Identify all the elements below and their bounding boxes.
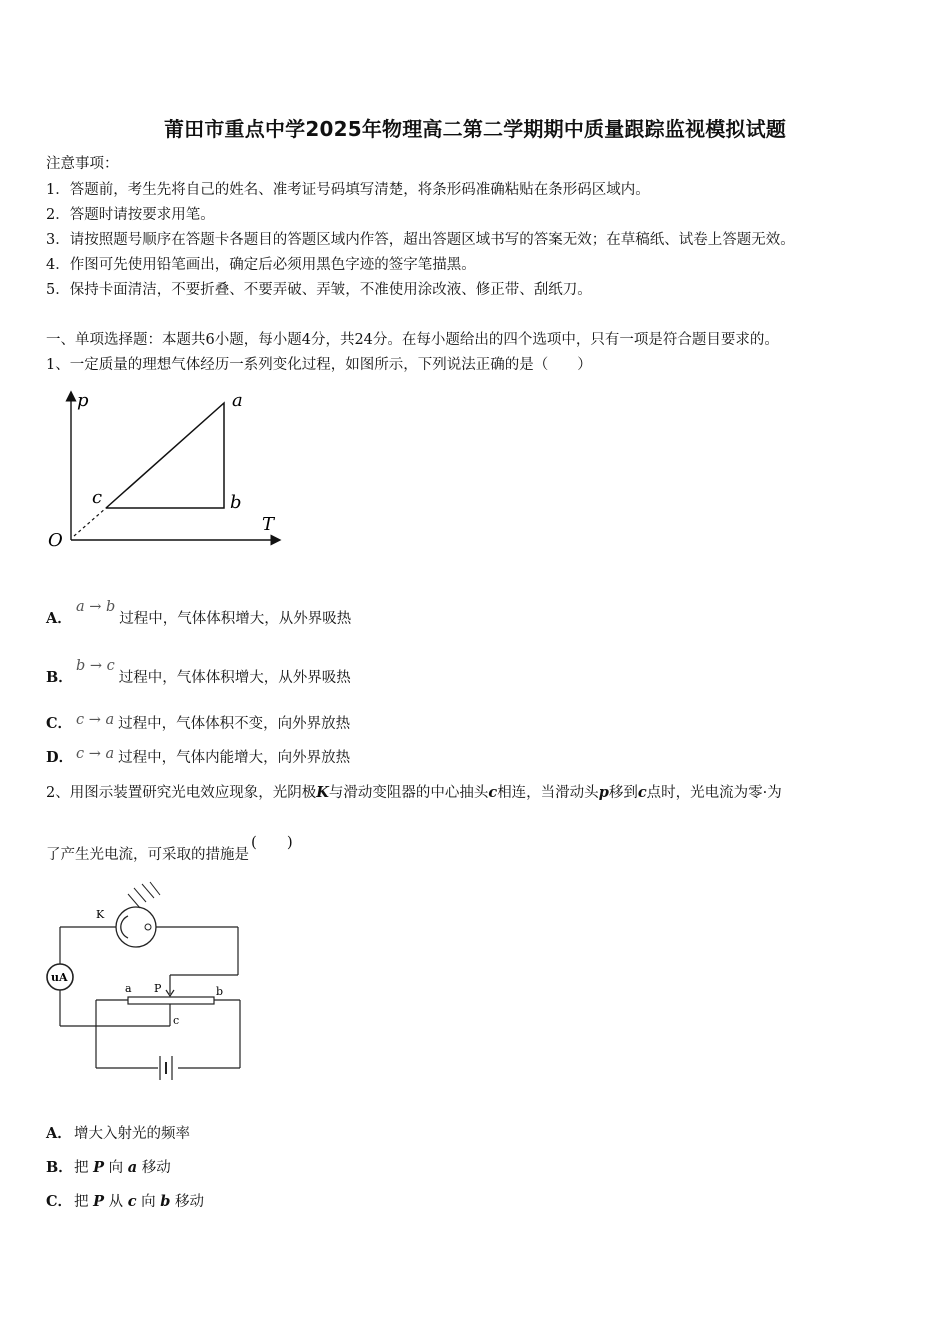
notice-heading: 注意事项：: [46, 156, 119, 172]
option-b[interactable]: [46, 658, 351, 687]
option-text: 过程中，气体体积增大，从外界吸热: [118, 670, 351, 686]
option-text: 过程中，气体体积增大，从外界吸热: [119, 611, 352, 627]
option-letter: C．: [46, 715, 73, 732]
answer-paren: ( ): [251, 833, 293, 851]
phototube: [116, 907, 156, 947]
option-letter: A．: [46, 1125, 72, 1142]
section-heading: 一、单项选择题：本题共6小题，每小题4分，共24分。在每小题给出的四个选项中，只有一项是符合题目要求的。: [46, 332, 779, 348]
option-letter: B．: [46, 669, 73, 686]
option-math: b → c: [76, 658, 115, 674]
option-c[interactable]: [46, 712, 350, 733]
page-title: 莆田市重点中学2025年物理高二第二学期期中质量跟踪监视模拟试题: [163, 117, 787, 141]
notice-item: 2．答题时请按要求用笔。: [46, 207, 215, 223]
notice-item: 1．答题前，考生先将自己的姓名、准考证号码填写清楚，将条形码准确粘贴在条形码区域内。: [46, 182, 650, 198]
option-b[interactable]: B．把 P 向 a 移动: [46, 1156, 171, 1177]
pt-graph: [44, 388, 294, 558]
option-d[interactable]: [46, 746, 350, 767]
origin-label: O: [48, 530, 63, 551]
dashed-extension: [74, 508, 106, 536]
a-label: a: [125, 982, 132, 995]
point-b-label: b: [230, 492, 242, 513]
option-text: 过程中，气体内能增大，向外界放热: [118, 750, 351, 766]
photoelectric-circuit: [40, 880, 250, 1085]
option-math: a → b: [76, 599, 116, 615]
notice-item: 5．保持卡面清洁，不要折叠、不要弄破、弄皱，不准使用涂改液、修正带、刮纸刀。: [46, 282, 592, 298]
p-label: P: [154, 982, 162, 995]
question-2-stem: 2、用图示装置研究光电效应现象，光阴极K与滑动变阻器的中心抽头c相连，当滑动头p移到c点时，光电流为零·为: [46, 784, 782, 801]
option-a[interactable]: [46, 1122, 190, 1143]
option-letter: C．: [46, 1193, 73, 1210]
question-2-stem-line2: 了产生光电流，可采取的措施是( ): [46, 833, 293, 863]
k-label: K: [96, 908, 105, 921]
rheostat: [128, 997, 214, 1004]
option-letter: B．: [46, 1159, 73, 1176]
meter-label: uA: [51, 971, 68, 984]
cycle-path: [106, 403, 224, 508]
option-letter: D．: [46, 749, 74, 766]
question-1-stem: 1、一定质量的理想气体经历一系列变化过程，如图所示，下列说法正确的是（ ）: [46, 357, 592, 373]
option-text: 增大入射光的频率: [74, 1126, 190, 1142]
option-math: c → a: [76, 712, 115, 728]
notice-item: 3．请按照题号顺序在答题卡各题目的答题区域内作答，超出答题区域书写的答案无效；在草稿纸、试卷上答题无效。: [46, 232, 795, 248]
option-text: 过程中，气体体积不变，向外界放热: [118, 716, 351, 732]
t-axis-label: T: [262, 514, 275, 535]
p-axis-label: p: [77, 390, 89, 411]
point-c-label: c: [92, 487, 103, 508]
point-a-label: a: [232, 390, 243, 411]
option-c[interactable]: C． 把 P 从 c 向 b 移动: [46, 1190, 204, 1211]
c-label: c: [173, 1014, 180, 1027]
option-a[interactable]: [46, 599, 352, 628]
notice-item: 4．作图可先使用铅笔画出，确定后必须用黑色字迹的签字笔描黑。: [46, 257, 476, 273]
b-label: b: [216, 985, 224, 998]
option-math: c → a: [76, 746, 115, 762]
option-letter: A．: [46, 610, 72, 627]
